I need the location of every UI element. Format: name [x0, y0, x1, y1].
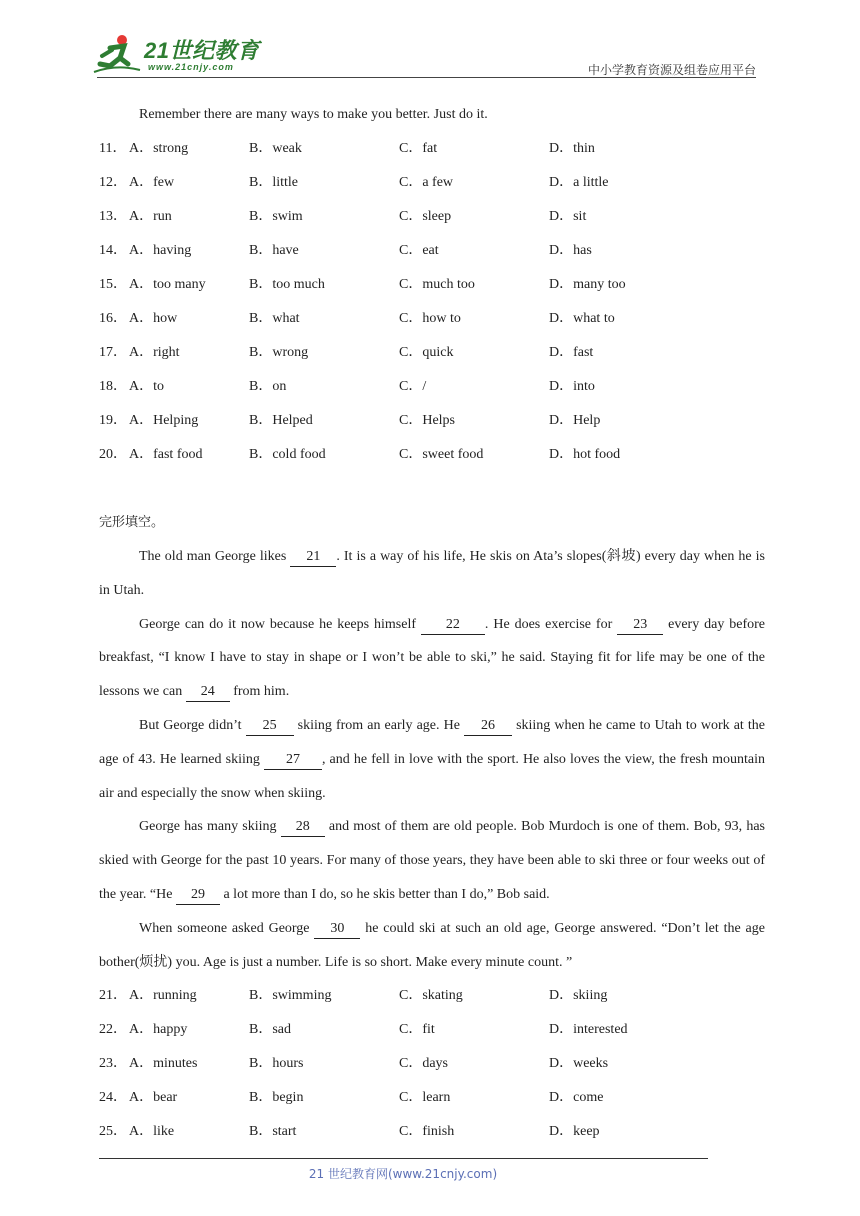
passage-text: . He does exercise for [484, 616, 618, 632]
option-d: D．hot food [549, 447, 621, 462]
question-number: 24． [99, 1090, 127, 1106]
option-a: A．fast food [129, 447, 203, 462]
blank-24: 24 [186, 683, 230, 702]
option-a: A．too many [129, 277, 206, 292]
question-number: 25． [99, 1124, 127, 1140]
option-d: D．skiing [549, 988, 608, 1004]
option-b: B．weak [249, 141, 302, 156]
passage-paragraph-3 [99, 709, 765, 810]
option-d: D．weeks [549, 1056, 609, 1072]
option-b: B．too much [249, 277, 325, 292]
question-row [99, 200, 765, 234]
question-list-21-25 [99, 979, 765, 1149]
platform-name: 中小学教育资源及组卷应用平台 [587, 63, 756, 77]
passage-text: skiing when he came to Utah to work at the age of 43. He learned skiing [99, 717, 765, 767]
option-c: C．a few [399, 175, 454, 190]
question-row [99, 1081, 765, 1115]
question-number: 22． [99, 1022, 127, 1038]
option-c: C．learn [399, 1090, 451, 1106]
site-logo[interactable] [92, 34, 262, 78]
question-number: 15． [99, 277, 127, 292]
header-divider [97, 77, 756, 78]
passage-text: George has many skiing [139, 819, 281, 835]
question-row [99, 438, 765, 472]
option-c: C．much too [399, 277, 475, 292]
question-row [99, 268, 765, 302]
question-number: 13． [99, 209, 127, 224]
option-a: A．few [129, 175, 175, 190]
option-b: B．sad [249, 1022, 291, 1038]
question-number: 12． [99, 175, 127, 190]
question-row [99, 234, 765, 268]
question-number: 18． [99, 379, 127, 394]
spacer [99, 472, 765, 506]
passage-text: . It is a way of his life, He skis on Ata’s slopes(斜坡) every day when he is in Utah. [99, 549, 765, 598]
blank-29: 29 [176, 886, 220, 905]
option-b: B．swim [249, 209, 303, 224]
question-row [99, 336, 765, 370]
logo-url: www.21cnjy.com [148, 62, 234, 72]
option-a: A．happy [129, 1022, 188, 1038]
option-a: A．right [129, 345, 180, 360]
option-b: B．swimming [249, 988, 332, 1004]
page-header [0, 0, 860, 80]
blank-26: 26 [464, 717, 512, 736]
blank-27: 27 [264, 751, 322, 770]
option-b: B．start [249, 1124, 297, 1140]
option-d: D．thin [549, 141, 595, 156]
question-row [99, 1115, 765, 1149]
blank-22: 22 [421, 616, 485, 635]
footer-link[interactable]: 21 世纪教育网(www.21cnjy.com) [308, 1167, 498, 1181]
option-a: A．strong [129, 141, 189, 156]
option-a: A．to [129, 379, 164, 394]
option-c: C．eat [399, 243, 439, 258]
question-number: 16． [99, 311, 127, 326]
passage-paragraph-5 [99, 912, 765, 980]
footer-divider [99, 1158, 708, 1159]
option-d: D．sit [549, 209, 587, 224]
option-c: C．days [399, 1056, 448, 1072]
intro-line: Remember there are many ways to make you better. Just do it. [139, 107, 488, 122]
option-b: B．wrong [249, 345, 309, 360]
option-a: A．run [129, 209, 172, 224]
passage-text: he could ski at such an old age, George answered. “Don’t let the age bother(烦扰) you. Age is just a number. Life is so short. Make every minute count. ” [99, 920, 765, 970]
question-row [99, 132, 765, 166]
passage-text: But George didn’t [139, 717, 246, 733]
passage-text: , and he fell in love with the sport. He also loves the view, the fresh mountain air and especially the snow when skiing. [99, 751, 765, 801]
option-b: B．have [249, 243, 299, 258]
option-c: C．finish [399, 1124, 455, 1140]
question-row [99, 370, 765, 404]
blank-25: 25 [246, 717, 294, 736]
option-d: D．fast [549, 345, 594, 360]
option-a: A．like [129, 1124, 175, 1140]
question-row [99, 1013, 765, 1047]
passage-paragraph-4 [99, 810, 765, 911]
option-d: D．what to [549, 311, 615, 326]
option-b: B．cold food [249, 447, 326, 462]
option-d: D．keep [549, 1124, 600, 1140]
question-number: 14． [99, 243, 127, 258]
option-c: C．fat [399, 141, 438, 156]
passage-text: a lot more than I do, so he skis better than I do,” Bob said. [219, 886, 550, 902]
option-d: D．interested [549, 1022, 628, 1038]
passage-text: When someone asked George [139, 920, 315, 936]
option-b: B．what [249, 311, 300, 326]
option-c: C．sleep [399, 209, 452, 224]
option-b: B．begin [249, 1090, 304, 1106]
passage-text: George can do it now because he keeps himself [139, 616, 421, 632]
question-row [99, 979, 765, 1013]
option-b: B．little [249, 175, 298, 190]
passage-text: skiing from an early age. He [293, 717, 464, 733]
option-c: C．skating [399, 988, 463, 1004]
question-number: 17． [99, 345, 127, 360]
passage-paragraph-1 [99, 540, 765, 608]
option-c: C．quick [399, 345, 454, 360]
question-number: 11． [99, 141, 127, 156]
passage-text: every day before breakfast, “I know I have to stay in shape or I won’t be able to ski,” he said. Staying fit for life may be one of the lessons we can [99, 616, 765, 700]
option-c: C．fit [399, 1022, 435, 1038]
option-c: C．Helps [399, 413, 455, 428]
question-row [99, 166, 765, 200]
option-c: C．how to [399, 311, 461, 326]
option-c: C．sweet food [399, 447, 484, 462]
option-d: D．into [549, 379, 595, 394]
option-a: A．running [129, 988, 197, 1004]
passage-paragraph-2 [99, 608, 765, 709]
document-body [99, 98, 765, 1149]
option-a: A．how [129, 311, 178, 326]
logo-text: 21世纪教育 [144, 38, 260, 63]
option-b: B．Helped [249, 413, 313, 428]
blank-21: 21 [290, 548, 336, 567]
option-d: D．a little [549, 175, 609, 190]
blank-28: 28 [281, 818, 325, 837]
question-number: 20． [99, 447, 127, 462]
blank-30: 30 [314, 920, 360, 939]
question-number: 21． [99, 988, 127, 1004]
blank-23: 23 [617, 616, 663, 635]
option-d: D．Help [549, 413, 601, 428]
option-a: A．having [129, 243, 192, 258]
question-list-11-20 [99, 132, 765, 472]
question-number: 19． [99, 413, 127, 428]
section-title: 完形填空。 [99, 515, 165, 530]
question-number: 23． [99, 1056, 127, 1072]
passage-text: The old man George likes [139, 549, 291, 564]
question-row [99, 1047, 765, 1081]
passage-text: and most of them are old people. Bob Murdoch is one of them. Bob, 93, has skied with George for the past 10 years. For many of those years, they have been able to ski three or four weeks out of the year. “He [99, 819, 765, 902]
runner-logo-icon [92, 34, 142, 74]
question-row [99, 302, 765, 336]
question-row [99, 404, 765, 438]
option-b: B．on [249, 379, 287, 394]
option-a: A．bear [129, 1090, 178, 1106]
option-d: D．come [549, 1090, 604, 1106]
option-b: B．hours [249, 1056, 304, 1072]
option-d: D．many too [549, 277, 626, 292]
option-a: A．minutes [129, 1056, 198, 1072]
option-a: A．Helping [129, 413, 199, 428]
option-d: D．has [549, 243, 592, 258]
option-c: C．/ [399, 379, 427, 394]
passage-text: from him. [229, 684, 290, 700]
